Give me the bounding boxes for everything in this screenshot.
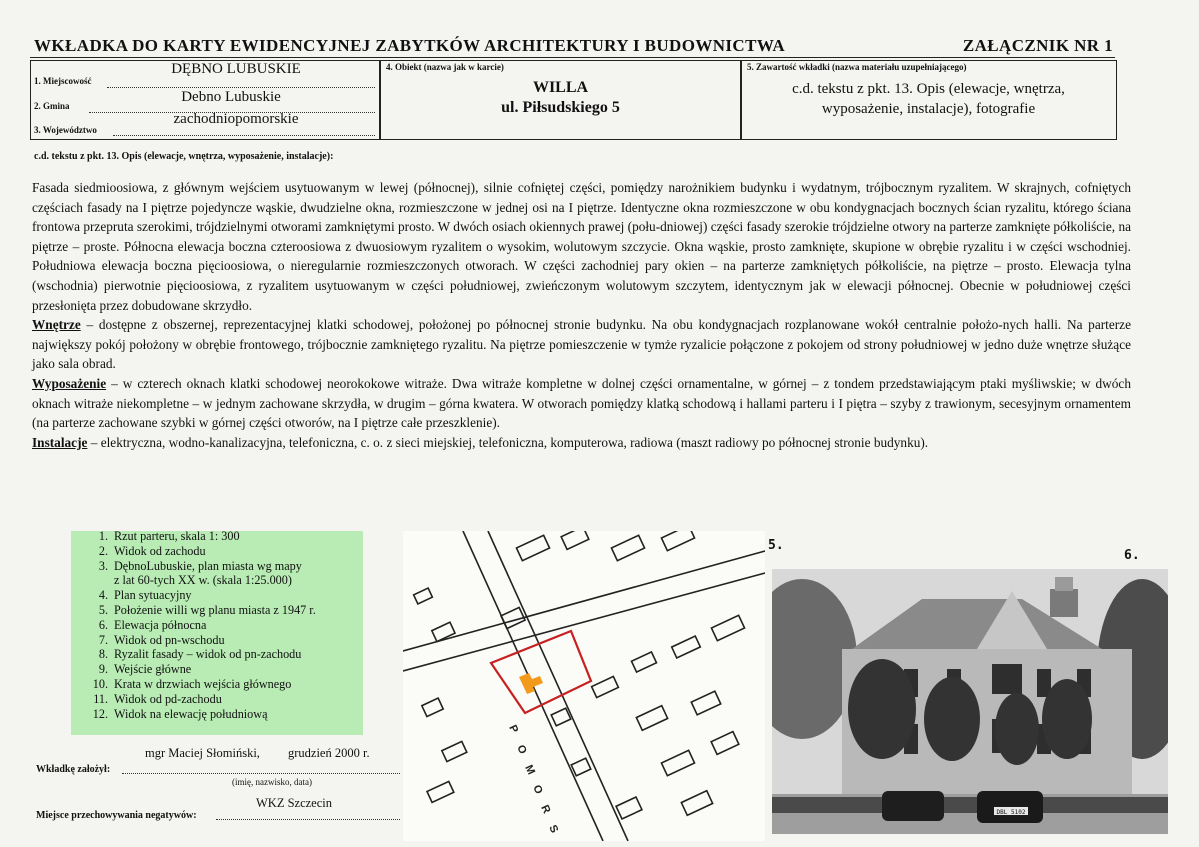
town-value: DĘBNO LUBUSKIE — [171, 61, 301, 77]
street-edge-line — [403, 573, 765, 671]
location-box — [30, 60, 381, 140]
province-dots — [113, 135, 375, 136]
street-edge-line — [403, 551, 765, 651]
storage-dots — [216, 819, 400, 820]
town-dots — [107, 87, 375, 88]
established-hint: (imię, nazwisko, data) — [232, 777, 312, 787]
car-shape — [882, 791, 944, 821]
list-item: 3. DębnoLubuskie, plan miasta wg mapy — [98, 558, 302, 573]
contents-line-2: wyposażenie, instalacje), fotografie — [821, 101, 1036, 117]
commune-label: 2. Gmina — [34, 101, 70, 111]
list-item: 9. Wejście główne — [98, 662, 192, 677]
established-label: Wkładkę założył: — [36, 764, 111, 775]
equipment-heading: Wyposażenie — [32, 375, 107, 391]
street-letter: P — [506, 723, 521, 735]
city-plan-drawing — [403, 531, 765, 841]
list-item: 7. Widok od pn-wschodu — [98, 632, 225, 647]
commune-value: Debno Lubuskie — [181, 89, 281, 105]
town-label: 1. Miejscowość — [34, 76, 92, 86]
province-label: 3. Województwo — [34, 125, 97, 135]
list-item: z lat 60-tych XX w. (skala 1:25.000) — [114, 573, 292, 588]
interior-text: – dostępne z obszernej, reprezentacyjnej klatki schodowej, położonej po północnej stronie budynku. Na obu kondygnacjach rozplanowane wokół centralnie położo-nych halli. Na parterze największy pokój położony w obrębie frontowego, trójbocznie zamkniętego ryzalitu. Na piętrze pomieszczenie w tymże ryzalicie połączone z pokojem od strony południowej w jedno duże wnętrze służące jako sala obrad. — [32, 317, 1131, 372]
list-item: 4. Plan sytuacyjny — [98, 588, 192, 603]
list-item: 8. Ryzalit fasady – widok od pn-zachodu — [98, 647, 302, 662]
description-body — [32, 178, 1131, 452]
interior-paragraph — [32, 315, 1131, 374]
street-letter: M — [522, 763, 538, 777]
author-name: mgr Maciej Słomiński, — [145, 746, 260, 760]
storage-label: Miejsce przechowywania negatywów: — [36, 810, 197, 821]
document-title: WKŁADKA DO KARTY EWIDENCYJNEJ ZABYTKÓW ARCHITEKTURY I BUDOWNICTWA — [34, 36, 786, 55]
installations-text: – elektryczna, wodno-kanalizacyjna, telefoniczna, c. o. z sieci miejskiej, telefoniczna, komputerowa, radiowa (maszt radiowy po północnej stronie budynku). — [87, 434, 929, 450]
object-address: ul. Piłsudskiego 5 — [501, 99, 620, 116]
header-rule — [30, 57, 1115, 58]
list-item: 5. Położenie willi wg planu miasta z 1947 r. — [98, 602, 316, 617]
contents-line-1: c.d. tekstu z pkt. 13. Opis (elewacje, wnętrza, — [792, 81, 1065, 97]
villa-marker — [519, 673, 543, 694]
object-name: WILLA — [532, 79, 589, 96]
equipment-paragraph — [32, 374, 1131, 433]
license-plate-text: DBL 5102 — [996, 809, 1026, 816]
villa-photo — [772, 569, 1168, 834]
list-item: 6. Elewacja północna — [98, 617, 207, 632]
map-number: 5. — [768, 538, 784, 553]
province-value: zachodniopomorskie — [173, 111, 299, 127]
installations-heading: Instalacje — [32, 434, 88, 450]
city-plan-map — [403, 531, 765, 841]
street-edge-line — [488, 531, 628, 841]
illustration-legend — [80, 529, 316, 721]
list-item: 12. Widok na elewację południową — [92, 706, 268, 721]
contents-label: 5. Zawartość wkładki (nazwa materiału uzupełniającego) — [747, 62, 967, 72]
section-header: c.d. tekstu z pkt. 13. Opis (elewacje, wnętrza, wyposażenie, instalacje): — [34, 151, 334, 162]
annex-number: ZAŁĄCZNIK NR 1 — [962, 36, 1113, 55]
established-dots — [122, 773, 400, 774]
author-date: grudzień 2000 r. — [288, 746, 370, 760]
contents-box — [740, 60, 1117, 140]
storage-value: WKZ Szczecin — [256, 796, 333, 810]
object-box — [379, 60, 742, 140]
list-item: 11. Widok od pd-zachodu — [93, 691, 222, 706]
equipment-text: – w czterech oknach klatki schodowej neorokokowe witraże. Dwa witraże kompletne w dolnej części ornamentalne, w górnej – z tondem przedstawiającym ptaki myśliwskie; w dwóch oknach witraże niekompletne – w jednym zachowane skrzydła, w drugim – górna kwatera. W otworach pomiędzy klatką schodową i hallami parteru i I piętra – szyby z trawionym, secesyjnym ornamentem (na parterze zachowane szybki w górnej części otworów, na I piętrze całe przeszklenie). — [32, 375, 1131, 431]
facade-paragraph: Fasada siedmioosiowa, z głównym wejściem usytuowanym w lewej (północnej), silnie cofniętej części, pomiędzy narożnikiem budynku i wydatnym, trójbocznym ryzalitem. W skrajnych, cofniętych częściach fasady na I piętrze pojedyncze wąskie, dwudzielne okna, rozmieszczone w jednej osi na I piętrze. Identyczne okna rozmieszczone w obu kondygnacjach bocznych ścian ryzalitu, którego ściana frontowa przeprutа szerokimi, trójdzielnymi otworami zamkniętymi prosto. W dwóch osiach okiennych prawej (połu-dniowej) części fasady szerokie trójdzielne otwory na parterze zamknięte półkoliście, na piętrze – proste. Północna elewacja boczna czteroosiowa z dwuosiowym ryzalitem o wysokim, wolutowym szczycie. Okna wąskie, prosto zamknięte, skupione w obrębie ryzalitu i w części wschodniej. Południowa elewacja boczna pięcioosiowa, o nieregularnie rozmieszczonych otworach. W części zachodniej pary okien – na parterze zamkniętych półkoliście, na piętrze – prosto. Elewacja tylna (wschodnia) pierwotnie pięcioosiowa, z ryzalitem usytuowanym w części południowej, zwieńczonym wolutowym szczytem, identycznym jak w elewacji północnej. Obecnie w południowej części przesłonięta przez dobudowane skrzydło. — [32, 180, 1131, 313]
street-letter: R — [538, 803, 553, 816]
street-letter: O — [514, 743, 529, 757]
installations-paragraph — [32, 433, 1131, 453]
street-letter: S — [546, 823, 561, 835]
list-item: 1. Rzut parteru, skala 1: 300 — [98, 529, 240, 543]
list-item: 10. Krata w drzwiach wejścia głównego — [92, 676, 292, 691]
street-letter: O — [530, 783, 545, 797]
interior-heading: Wnętrze — [32, 317, 81, 333]
photo-number: 6. — [1124, 548, 1140, 563]
object-label: 4. Obiekt (nazwa jak w karcie) — [386, 62, 504, 72]
list-item: 2. Widok od zachodu — [98, 543, 206, 558]
villa-photo-drawing — [772, 569, 1168, 834]
